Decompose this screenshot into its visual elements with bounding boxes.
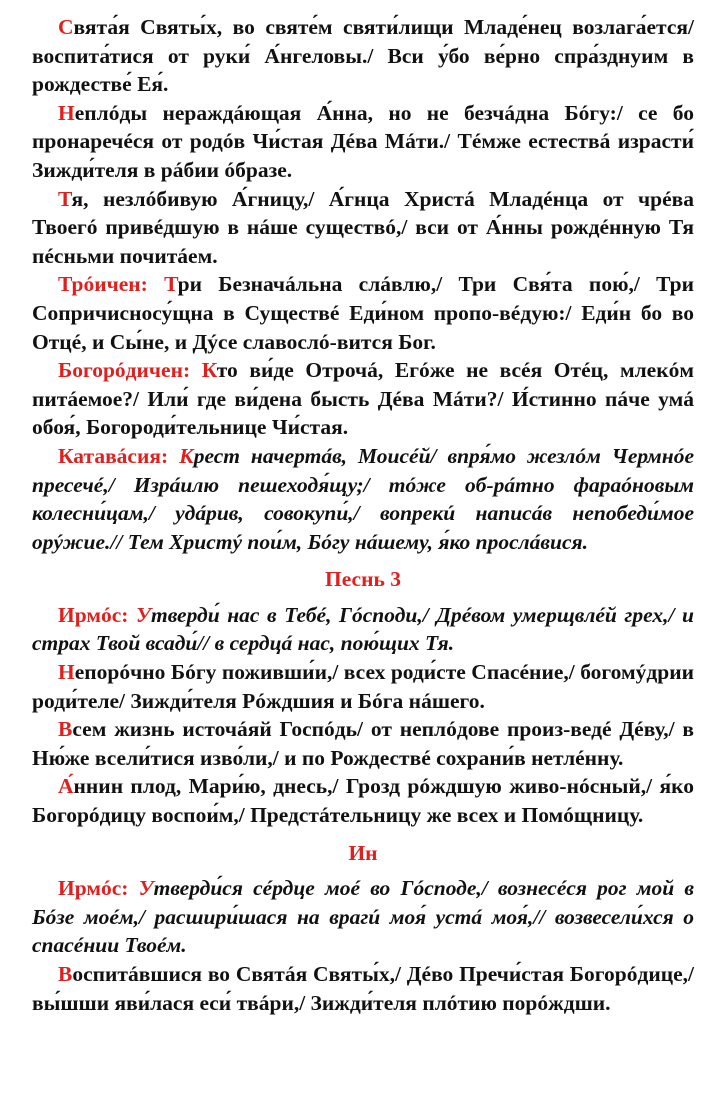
stanza-group-ode-3 xyxy=(32,601,694,830)
stanza-text: то ви́де Отрочá, Егóже не всéя Отéц, млекóм питáемое?/ Или́ где ви́дена бысть Дéва Мáти?/ И́стинно пáче умá обоя́, Богороди́тельнице Чи́стая. xyxy=(32,358,694,440)
troparion xyxy=(32,185,694,271)
stanza-text: вята́я Святы́х, во святе́м святи́лищи Младе́нец возлага́ется/ воспита́тися от руки́ А́нгеловы./ Вси у́бо ве́рно спра́зднуим в рождестве́ Ея́. xyxy=(32,15,694,97)
stanza-text: я, незлóбивую А́гницу,/ А́гнца Христá Младéнца от чрéва Твоегó привéдшую в нáше существó,/ вси от А́нны рождéнную Тя пéсньми почитáем. xyxy=(32,186,694,268)
stanza-text: тверди́ся сéрдце моé во Гóсподе,/ вознесéся рог мой в Бóзе моéм,/ расшири́шася на врагú моя́ устá моя́,// возвесели́хся о спасéнии Твоéм. xyxy=(32,876,694,958)
katavasia xyxy=(32,442,694,556)
stanza-text: епорóчно Бóгу поживши́и,/ всех роди́сте Спасéние,/ богомýдрии роди́теле/ Зижди́теля Рóждшия и Бóга нáшего. xyxy=(32,660,694,713)
initial-capital: В xyxy=(58,717,73,742)
rubric-label: Ирмóс: xyxy=(58,602,137,627)
initial-capital: К xyxy=(201,358,217,383)
troparion xyxy=(32,960,694,1017)
troparion xyxy=(32,658,694,715)
troparion xyxy=(32,772,694,829)
canon-heading: Ин xyxy=(348,840,378,865)
stanza-group-ode-2 xyxy=(32,13,694,556)
initial-capital: А́ xyxy=(58,774,74,799)
rubric-label: Катавáсия: xyxy=(58,443,180,468)
stanza-text: ннин плод, Мари́ю, днесь,/ Грозд рóждшую живо-нóсный,/ я́ко Богорóдицу воспои́м,/ Предстáтельницу же всех и Помóщницу. xyxy=(32,774,694,828)
troparion xyxy=(32,13,694,99)
initial-capital: С xyxy=(58,15,74,39)
initial-capital: Т xyxy=(58,186,72,211)
stanza-text: рест начертáв, Моисéй/ впря́мо жезлóм Чермнóе пресечé,/ Изрáилю пешеходя́щу;/ тóже об-рáтно фараóновым колесни́цам,/ удáрив, совокупи́,/ вопрекú написáв непобеди́мое орýжие.// Тем Христý пои́м, Бóгу нáшему, я́ко прослáвися. xyxy=(32,443,694,554)
troparion xyxy=(32,99,694,185)
initial-capital: Н xyxy=(58,100,75,125)
stanza-text: тверди́ нас в Тебé, Гóсподи,/ Дрéвом умерщвлéй грех,/ и страх Твой всади́// в сердцá нас, пою́щих Тя. xyxy=(32,602,694,656)
trinity-hymn xyxy=(32,270,694,356)
initial-capital: У xyxy=(136,602,151,627)
initial-capital: Т xyxy=(164,272,178,297)
rubric-label: Трóичен: xyxy=(58,272,165,297)
stanza-text: сем жизнь источáяй Госпóдь/ от неплóдове произ-ведé Дéву,/ в Ню́же всели́тися изво́ли,/ и по Рождествé сохрани́в нетлéнну. xyxy=(32,717,694,770)
stanza-text: оспитáвшися во Святáя Святы́х,/ Дéво Пречи́стая Богорóдице,/ вы́шши яви́лася еси́ твáри,/ Зижди́теля плóтию порóждши. xyxy=(32,962,694,1015)
irmos xyxy=(32,874,694,960)
stanza-text: ри Безначáльна слáвлю,/ Три Свя́та пою́,/ Три Сопричисносу́щна в Существé Еди́ном пропо-вéдую:/ Еди́н бо во Отцé, и Сы́не, и Дýсе славослó-вится Бог. xyxy=(32,272,694,354)
rubric-label: Ирмóс: xyxy=(58,876,139,901)
initial-capital: У xyxy=(138,876,154,901)
initial-capital: К xyxy=(179,443,194,468)
ode-heading: Песнь 3 xyxy=(325,567,401,592)
stanza-group-other-canon xyxy=(32,874,694,1017)
irmos xyxy=(32,601,694,658)
theotokion xyxy=(32,356,694,442)
stanza-text: еплóды нерaждáющая А́нна, но не безчáдна Бóгу:/ се бо пронаречéся от родóв Чи́стая Дéва Мáти./ Тéмже естествá израсти́ Зижди́теля в рáбии óбразе. xyxy=(32,100,694,182)
rubric-label: Богорóдичен: xyxy=(58,358,202,383)
troparion xyxy=(32,715,694,772)
initial-capital: Н xyxy=(58,660,75,685)
initial-capital: В xyxy=(58,962,73,986)
